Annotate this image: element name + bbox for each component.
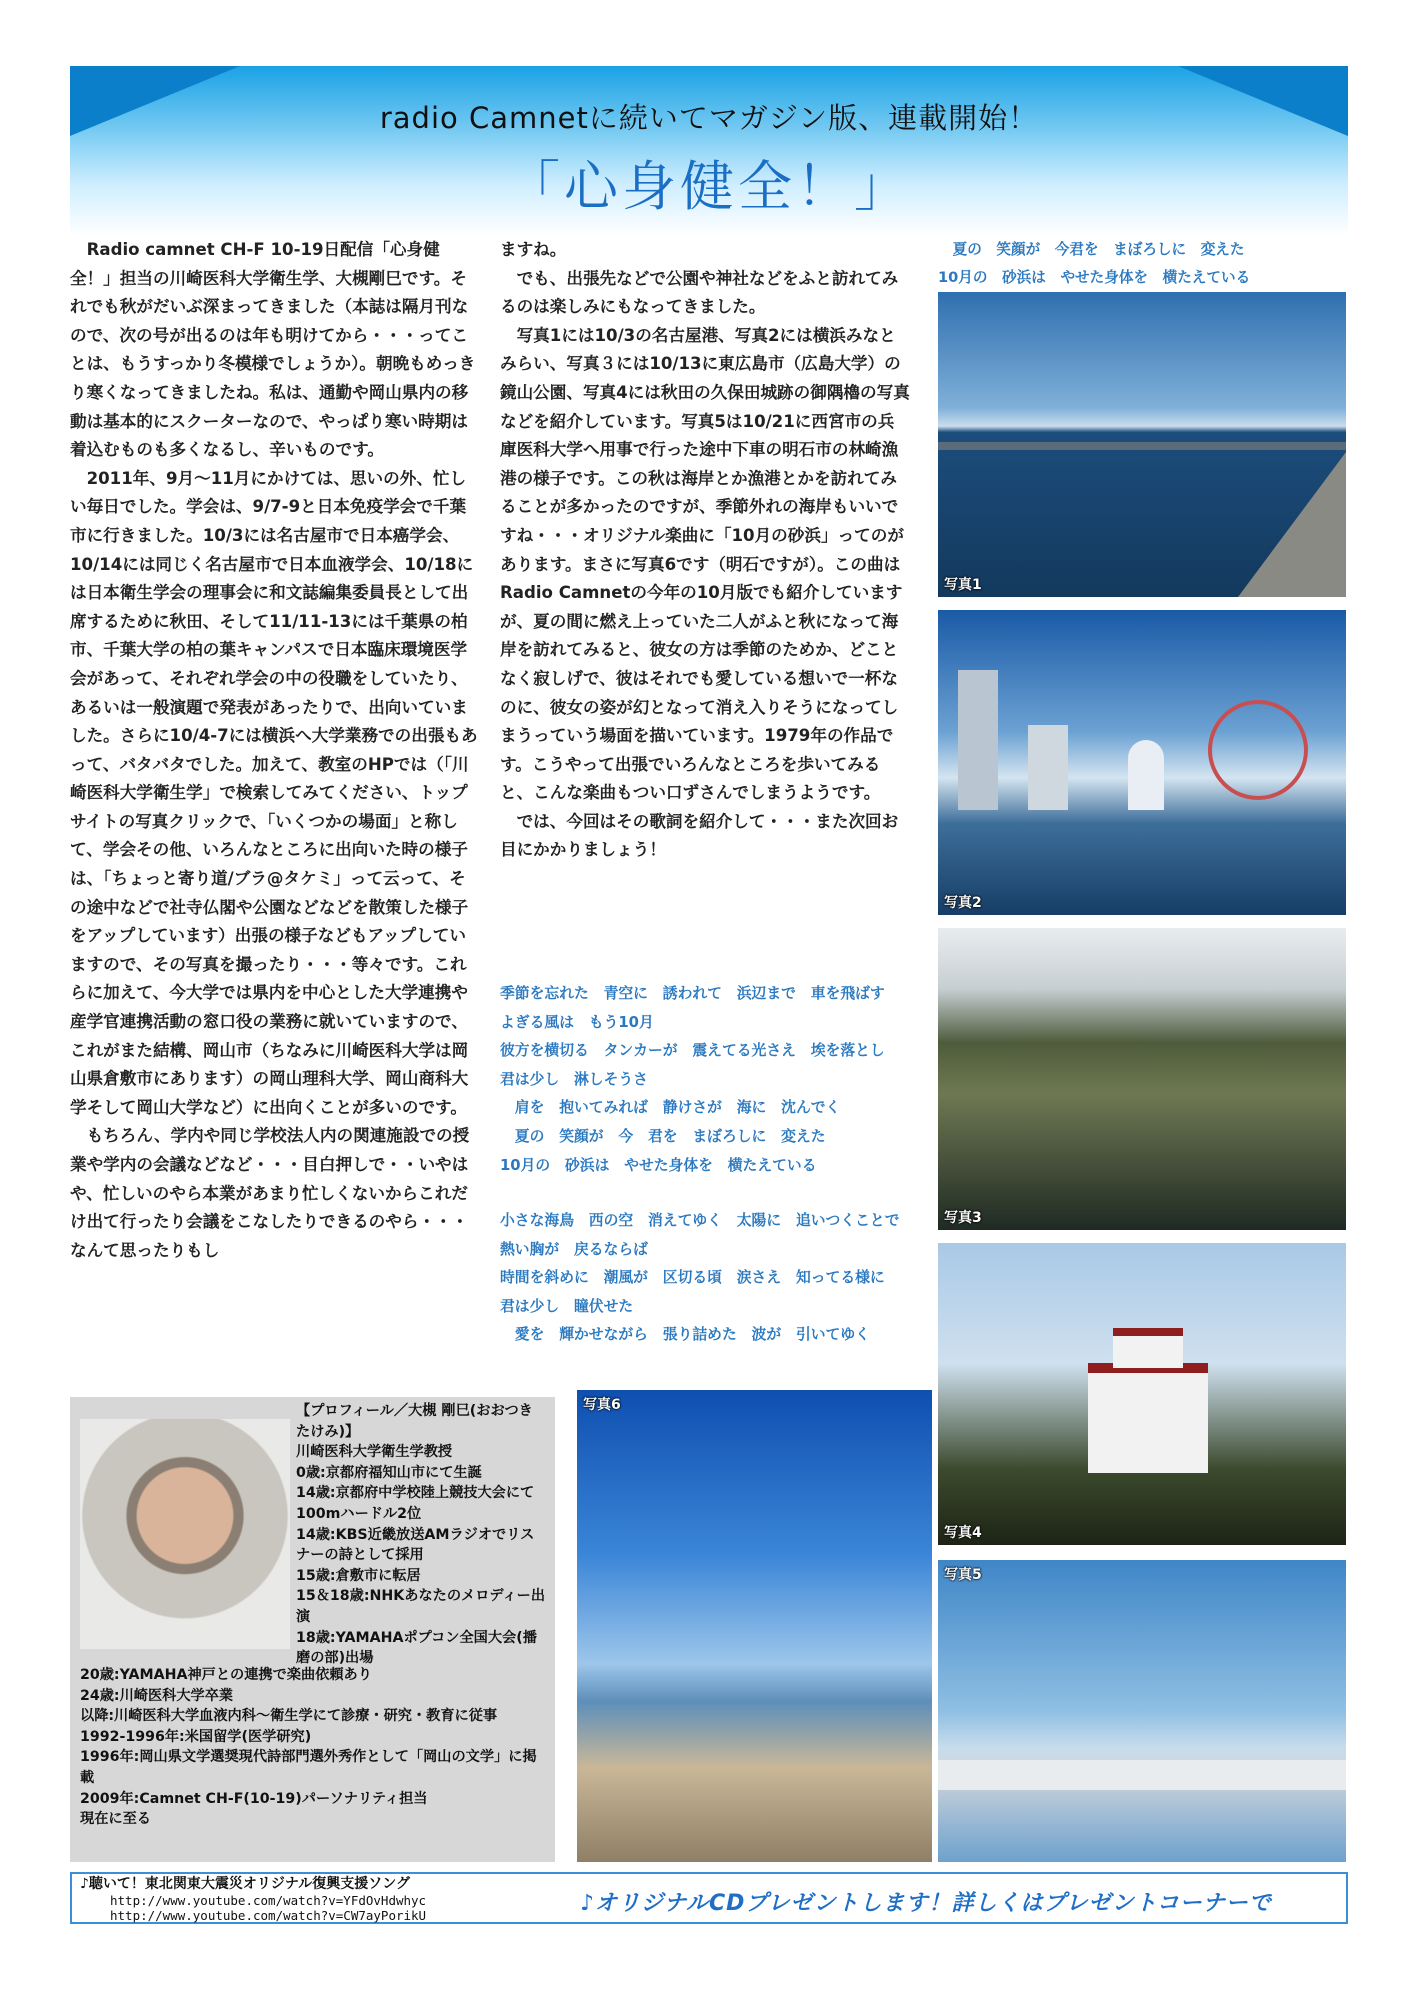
lyrics-line: 彼方を横切る タンカーが 震えてる光さえ 埃を落とし 君は少し 淋しそうさ: [500, 1042, 900, 1088]
profile-line: 20歳:YAMAHA神戸との連携で楽曲依頼あり: [80, 1667, 372, 1683]
profile-line: 18歳:YAMAHAポプコン全国大会(播磨の部)出場: [296, 1629, 537, 1667]
photo-2-yokohama: [938, 610, 1346, 915]
author-portrait: [80, 1419, 290, 1649]
profile-line: 14歳:京都府中学校陸上競技大会にて100mハードル2位: [296, 1485, 535, 1522]
lyrics-line: 10月の 砂浜は やせた身体を 横たえている: [938, 269, 1251, 286]
header-subtitle: radio Camnetに続いてマガジン版、連載開始！: [379, 101, 1039, 135]
profile-line: 1992-1996年:米国留学(医学研究): [80, 1728, 312, 1745]
side-lyrics: [938, 236, 1348, 292]
photo-caption: 写真4: [944, 1525, 982, 1541]
photo-3-kagamiyama-park: [938, 928, 1346, 1230]
paragraph: でも、出張先などで公園や神社などをふと訪れてみるのは楽しみにもなってきました。: [500, 268, 899, 317]
paragraph: 2011年、9月～11月にかけては、思いの外、忙しい毎日でした。学会は、9/7-9と日本免疫学会で千葉市に行きました。10/3には名古屋市で日本癌学会、10/14には同じく名古屋市で日本血液学会、10/18には日本衛生学会の理事会に和文誌編集委員長として出席するために秋田、そして11/11-13には千葉県の柏市、千葉大学の柏の葉キャンパスで日本臨床環境医学会があって、それぞれ学会の中の役職をしていたり、あるいは一般演題で発表があったりで、出向いていました。さらに10/4-7には横浜へ大学業務での出張もあって、バタバタでした。加えて、教室のHPでは（「川崎医科大学衛生学」で検索してみてください、トップサイトの写真クリックで、「いくつかの場面」と称して、学会その他、いろんなところに出向いた時の様子は、「ちょっと寄り道/ブラ@タケミ」って云って、その途中などで社寺仏閣や公園などなどを散策した様子をアップしています）出張の様子などもアップしていますので、その写真を撮ったり・・・等々です。これらに加えて、今大学では県内を中心とした大学連携や産学官連携活動の窓口役の業務に就いていますので、これがまた結構、岡山市（ちなみに川崎医科大学は岡山県倉敷市にあります）の岡山理科大学、岡山商科大学そして岡山大学など）に出向くことが多いのです。: [70, 468, 478, 1117]
lyrics-verse-1: [500, 980, 910, 1180]
header-banner: [70, 66, 1348, 236]
profile-line: 【プロフィール／大槻 剛巳(おおつき たけみ)】: [296, 1403, 548, 1440]
profile-line: 以降:川崎医科大学血液内科～衛生学にて診療・研究・教育に従事: [80, 1708, 498, 1725]
photo-6-akashi-beach: [577, 1390, 932, 1862]
youtube-link-1[interactable]: http://www.youtube.com/watch?v=YFdOvHdwhyc: [110, 1892, 427, 1908]
footer-song-info: [80, 1877, 520, 1924]
lyrics-line: 10月の 砂浜は やせた身体を 横たえている: [500, 1156, 817, 1174]
paragraph: では、今回はその歌詞を紹介して・・・また次回お目にかかりましょう！: [500, 811, 899, 860]
lyrics-line: 小さな海鳥 西の空 消えてゆく 太陽に 追いつくことで 熱い胸が 戻るならば: [500, 1212, 915, 1258]
profile-line: 24歳:川崎医科大学卒業: [80, 1687, 234, 1704]
lyrics-line: 愛を 輝かせながら 張り詰めた 波が 引いてゆく: [500, 1326, 870, 1344]
lyrics-line: 時間を斜めに 潮風が 区切る頃 涙さえ 知ってる様に 君は少し 瞳伏せた: [500, 1269, 900, 1315]
profile-line: 0歳:京都府福知山市にて生誕: [296, 1464, 482, 1481]
paragraph: もちろん、学内や同じ学校法人内の関連施設での授業や学内の会議などなど・・・目白押しで・・いやはや、忙しいのやら本業があまり忙しくないからこれだけ出て行ったり会議をこなしたりできるのやら・・・なんて思ったりもし: [70, 1126, 470, 1260]
cd-present-notice: ♪オリジナルCDプレゼントします！詳しくはプレゼントコーナーで: [580, 1891, 1272, 1916]
lyrics-line: 夏の 笑顔が 今 君を まぼろしに 変えた: [500, 1127, 826, 1145]
footer-bar: [70, 1872, 1348, 1924]
paragraph: 写真1には10/3の名古屋港、写真2には横浜みなとみらい、写真３には10/13に東広島市（広島大学）の鏡山公園、写真4には秋田の久保田城跡の御隅櫓の写真などを紹介しています。写真5は10/21に西宮市の兵庫医科大学へ用事で行った途中下車の明石市の林崎漁港の様子です。この秋は海岸とか漁港とかを訪れてみることが多かったのですが、季節外れの海岸もいいですね・・・オリジナル楽曲に「10月の砂浜」ってのがあります。まさに写真6です（明石ですが）。この曲はRadio Camnetの今年の10月版でも紹介していますが、夏の間に燃え上っていた二人がふと秋になって海岸を訪れてみると、彼女の方は季節のためか、どことなく寂しげで、彼はそれでも愛している想いで一杯なのに、彼女の姿が幻となって消え入りそうになってしまうっていう場面を描いています。1979年の作品です。こうやって出張でいろんなところを歩いてみると、こんな楽曲もつい口ずさんでしまうようです。: [500, 325, 910, 803]
profile-line: 15＆18歳:NHKあなたのメロディー出演: [296, 1588, 546, 1625]
youtube-link-2[interactable]: http://www.youtube.com/watch?v=CW7ayPorikU: [110, 1908, 427, 1923]
profile-line: 15歳:倉敷市に転居: [296, 1567, 421, 1584]
article-column-1: [70, 236, 480, 1265]
photo-4-kubota-castle: [938, 1243, 1346, 1545]
profile-box: [70, 1397, 555, 1862]
page-title: 「心身健全！」: [506, 155, 912, 218]
profile-line: 1996年:岡山県文学選奨現代詩部門選外秀作として「岡山の文学」に掲載: [80, 1749, 537, 1786]
photo-caption: 写真6: [583, 1397, 621, 1413]
profile-line: 川崎医科大学衛生学教授: [296, 1444, 453, 1461]
lyrics-verse-2: [500, 1207, 915, 1350]
paragraph: ますね。: [500, 240, 567, 259]
profile-line: 2009年:Camnet CH-F(10-19)パーソナリティ担当: [80, 1790, 428, 1807]
photo-caption: 写真2: [944, 895, 982, 911]
profile-history: [80, 1665, 550, 1830]
lyrics-line: 季節を忘れた 青空に 誘われて 浜辺まで 車を飛ばす よぎる風は もう10月: [500, 985, 900, 1031]
footer-song-title: ♪聴いて！東北関東大震災オリジナル復興支援ソング: [80, 1876, 410, 1892]
profile-line: 14歳:KBS近畿放送AMラジオでリスナーの詩として採用: [296, 1526, 535, 1564]
photo-caption: 写真5: [944, 1567, 982, 1583]
lyrics-line: 夏の 笑顔が 今君を まぼろしに 変えた: [938, 241, 1245, 258]
lyrics-line: 肩を 抱いてみれば 静けさが 海に 沈んでく: [500, 1099, 841, 1117]
photo-caption: 写真1: [944, 577, 982, 593]
article-column-2: [500, 236, 910, 865]
profile-line: 現在に至る: [80, 1811, 151, 1828]
profile-header-text: [296, 1401, 548, 1669]
photo-caption: 写真3: [944, 1210, 982, 1226]
photo-1-nagoya-port: [938, 292, 1346, 597]
photo-5-hayashizaki-port: [938, 1560, 1346, 1862]
paragraph: Radio camnet CH-F 10-19日配信「心身健全！」担当の川崎医科大学衛生学、大槻剛巳です。それでも秋がだいぶ深まってきました（本誌は隔月刊なので、次の号が出るのは年も明けてから・・・ってことは、もうすっかり冬模様でしょうか）。朝晩もめっきり寒くなってきましたね。私は、通勤や岡山県内の移動は基本的にスクーターなので、やっぱり寒い時期は着込むものも多くなるし、辛いものです。: [70, 240, 476, 460]
